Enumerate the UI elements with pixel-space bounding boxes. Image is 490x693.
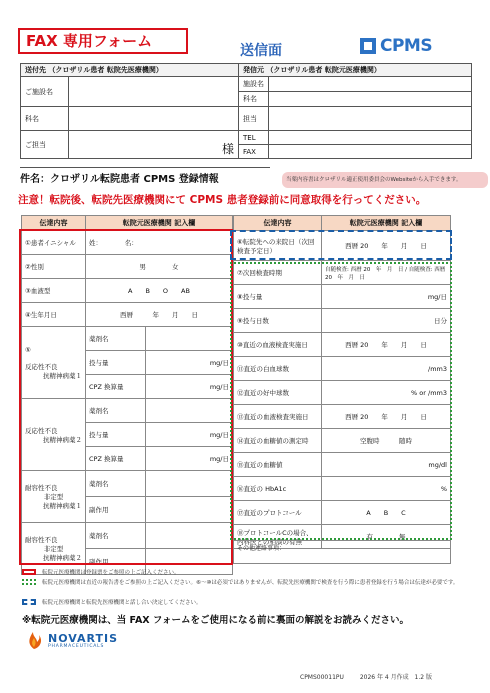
intol1-name-label: 薬剤名 [86,471,146,497]
neutrophil-field[interactable]: % or /mm3 [322,381,451,405]
sex-label: ②性別 [22,255,86,279]
origin-tel-field[interactable] [269,131,472,145]
legend-blue [22,598,462,606]
sender-sama: 様 [69,131,239,159]
protocol-field[interactable]: A B C [322,501,451,525]
origin-person-label: 担当 [239,107,269,131]
blood-type-label: ③血液型 [22,279,86,303]
legend-green [22,578,462,586]
drug1-l1: 反応性不良 [25,362,58,371]
next-test-field[interactable]: 自随検査: 西暦 20 年 月 日 / 自随検査: 西暦 20 年 月 日 [322,261,451,285]
initials-field[interactable]: 姓： 名： [86,231,233,255]
blue-entry-frame [230,230,452,260]
glucose-test-date-label: ⑬直近の血液検査実施日 [234,405,322,429]
legend-blue-text: 転院元医療機関と転院先医療機関と話し合い決定してください。 [42,600,202,606]
right-col-header-entry: 転院元医療機関 記入欄 [322,216,451,231]
cpms-logo [360,36,460,58]
drug2-name-label: 薬剤名 [86,399,146,423]
reverse-side-note: ※転院元医療機関は、当 FAX フォームをご使用になる前に裏面の解説をお読みください。 [22,615,409,626]
intol1-l3: 抗精神病薬１ [43,502,82,510]
right-col-header-content: 伝達内容 [234,216,322,231]
website-note: 当薬内容書はクロザリル適正使用委員会のWebsiteから入手できます。 [282,172,488,188]
drug1-dose-field[interactable]: mg/日 [146,351,233,375]
drug2-cpz-label: CPZ 換算量 [86,447,146,471]
wbc-label: ⑪直近の白血球数 [234,357,322,381]
protocol-label: ⑰直近のプロトコール [234,501,322,525]
sender-dept-field[interactable] [69,107,239,131]
legend-green-swatch [22,579,36,585]
legend-blue-swatch [22,599,36,605]
blood-test-date-field[interactable]: 西暦 20 年 月 日 [322,333,451,357]
novartis-flame-icon [24,630,44,650]
next-test-label: ⑦次回検査時期 [234,261,322,285]
document-footer [300,672,432,681]
intol2-name-label: 薬剤名 [86,523,146,549]
origin-tel-label: TEL [239,131,269,145]
intol2-l2: 非定型 [43,545,64,553]
drug1-name-label: 薬剤名 [86,327,146,351]
dose-label: ⑧投与量 [234,285,322,309]
dose-field[interactable]: mg/日 [322,285,451,309]
initials-label: ①患者イニシャル [22,231,86,255]
novartis-sub: PHARMACEUTICALS [48,644,105,649]
intol1-l2: 非定型 [43,493,64,501]
glucose-field[interactable]: mg/dl [322,453,451,477]
sender-dept-label: 科名 [21,107,69,131]
intol1-se-label: 副作用 [86,497,146,523]
doc-date: 2026 年 4 月作成 [359,674,409,681]
intol2-l1: 耐容性不良 [25,536,58,544]
left-col-header-content: 伝達内容 [22,216,86,231]
drug1-l2: 抗精神病薬１ [43,371,82,380]
drug1-dose-label: 投与量 [86,351,146,375]
wbc-field[interactable]: /mm3 [322,357,451,381]
origin-dept-field[interactable] [269,92,472,107]
hba1c-label: ⑯直近の HbA1c [234,477,322,501]
hba1c-field[interactable]: % [322,477,451,501]
drug1-num: ⑤ [25,345,31,354]
origin-fax-field[interactable] [269,145,472,159]
intol1-l1: 耐容性不良 [25,484,58,492]
cpms-logo-text: CPMS [380,36,433,56]
registration-subject: 件名：クロザリル転院患者 CPMS 登録情報 [20,167,270,185]
novartis-name: NOVARTIS [48,632,119,645]
days-field[interactable]: 日分 [322,309,451,333]
birthdate-field[interactable]: 西暦 年 月 日 [86,303,233,327]
address-table [20,63,472,159]
legend-red-text: 転院元医療機関は登録票をご参照の上ご記入ください。 [42,570,180,576]
origin-header: 発信元 （クロザリル患者 転院元医療機関） [239,64,472,77]
blood-type-field[interactable]: A B O AB [86,279,233,303]
drug2-dose-label: 投与量 [86,423,146,447]
sender-header: 送付先 （クロザリル患者 転院先医療機関） [21,64,239,77]
neutrophil-label: ⑫直近の好中球数 [234,381,322,405]
origin-dept-label: 科名 [239,92,269,107]
doc-code: CPMS00011PU [300,674,344,681]
cpms-logo-icon [360,38,376,54]
intol2-se-label: 副作用 [86,549,146,575]
consent-warning: 注意！転院後、転院先医療機関にて CPMS 患者登録前に同意取得を行ってください。 [18,194,427,206]
drug1-cpz-label: CPZ 換算量 [86,375,146,399]
origin-facility-field[interactable] [269,77,472,92]
sender-name-label: ご施設名 [21,77,69,107]
consult-label: ⑱プロトコールCの場合、内科医との相談の有無 [234,525,322,549]
sender-person-label: ご担当 [21,131,69,159]
sender-name-field[interactable] [69,77,239,107]
drug2-dose-field[interactable]: mg/日 [146,423,233,447]
drug1-cpz-field[interactable]: mg/日 [146,375,233,399]
glucose-timing-label: ⑭直近の血糖値の測定時 [234,429,322,453]
origin-fax-label: FAX [239,145,269,159]
origin-person-field[interactable] [269,107,472,131]
legend-red [22,568,462,576]
other-notes-field[interactable]: その他連絡事項： [233,540,451,564]
legend-red-swatch [22,569,36,575]
form-subtitle: 送信面 [240,43,282,59]
glucose-test-date-field[interactable]: 西暦 20 年 月 日 [322,405,451,429]
form-title: FAX 専用フォーム [18,28,188,54]
sex-field[interactable]: 男 女 [86,255,233,279]
glucose-timing-field[interactable]: 空腹時 随時 [322,429,451,453]
glucose-label: ⑮直近の血糖値 [234,453,322,477]
left-col-header-entry: 転院元医療機関 記入欄 [86,216,233,231]
blood-test-date-label: ⑩直近の血液検査実施日 [234,333,322,357]
drug2-cpz-field[interactable]: mg/日 [146,447,233,471]
intol2-l3: 抗精神病薬２ [43,554,82,562]
origin-facility-label: 施設名 [239,77,269,92]
drug2-l1: 反応性不良 [25,426,58,435]
birthdate-label: ④生年月日 [22,303,86,327]
drug2-l2: 抗精神病薬２ [43,435,82,444]
consult-field[interactable]: 有 無 [322,525,451,549]
legend-green-text: 転院元医療機関は直近の報告書をご参照の上ご記入ください。⑥〜⑩は必須ではありませんが、転院先医療機関で検査を行う際に患者登録を行う場合は伝達が必要です。 [42,580,459,586]
days-label: ⑨投与日数 [234,309,322,333]
doc-version: 1.2 版 [414,674,432,681]
visit-date-field[interactable]: 西暦 20 年 月 日 [322,231,451,261]
red-entry-frame [19,229,233,565]
visit-date-label: ⑥転院先への来院日（次回検査予定日） [234,231,322,261]
green-entry-frame [230,262,452,540]
